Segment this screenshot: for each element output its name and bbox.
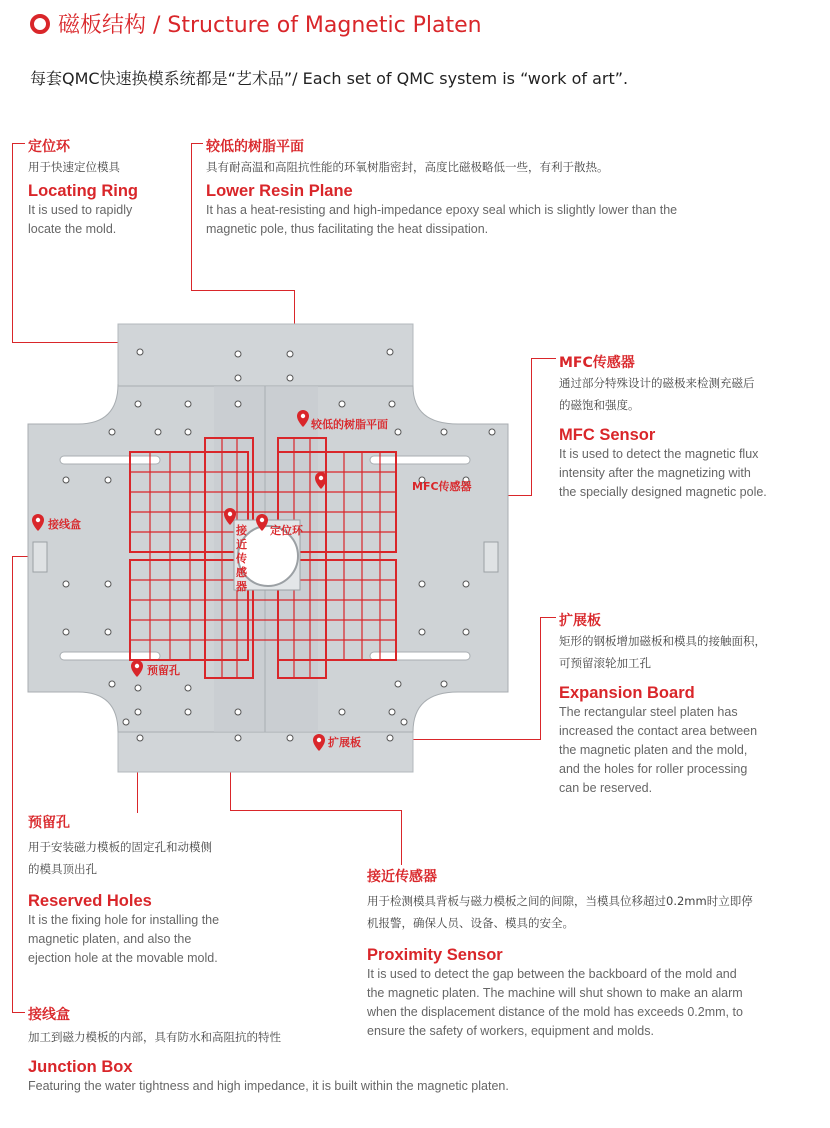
lower-resin-cn-desc: 具有耐高温和高阻抗性能的环氧树脂密封，高度比磁极略低一些，有利于散热。 bbox=[206, 160, 609, 174]
locating-ring-en-desc-1: It is used to rapidly bbox=[28, 203, 133, 217]
mfc-cn-desc-1: 通过部分特殊设计的磁极来检测充磁后 bbox=[559, 376, 755, 390]
pin-label-proximity-char: 接 bbox=[236, 524, 247, 537]
page-title: 磁板结构 / Structure of Magnetic Platen bbox=[58, 13, 482, 38]
pin-label-proximity-char: 传 bbox=[236, 552, 247, 565]
proximity-cn-desc-1: 用于检测模具背板与磁力模板之间的间隙，当模具位移超过0.2mm时立即停 bbox=[367, 894, 753, 908]
pin-label-reserved: 预留孔 bbox=[147, 664, 180, 677]
reserved-en-desc-2: magnetic platen, and also the bbox=[28, 932, 192, 946]
mfc-en-desc-2: intensity after the magnetizing with bbox=[559, 466, 751, 480]
proximity-en-desc-4: ensure the safety of workers, equipment and molds. bbox=[367, 1024, 654, 1038]
reserved-en-title: Reserved Holes bbox=[28, 892, 152, 910]
expansion-en-desc-5: can be reserved. bbox=[559, 781, 653, 795]
pin-label-ring: 定位环 bbox=[270, 524, 303, 537]
locating-ring-en-desc-2: locate the mold. bbox=[28, 222, 117, 236]
expansion-en-desc-3: the magnetic platen and the mold, bbox=[559, 743, 748, 757]
mfc-en-title: MFC Sensor bbox=[559, 426, 656, 444]
pin-label-resin: 较低的树脂平面 bbox=[311, 418, 388, 431]
junction-box-right bbox=[484, 542, 498, 572]
lower-resin-cn-title: 较低的树脂平面 bbox=[206, 139, 304, 155]
pin-label-mfc: MFC传感器 bbox=[412, 480, 472, 493]
proximity-cn-desc-2: 机报警，确保人员、设备、模具的安全。 bbox=[367, 916, 574, 930]
pin-label-proximity-char: 感 bbox=[236, 566, 247, 579]
locating-ring-cn-title: 定位环 bbox=[28, 139, 70, 155]
lower-resin-en-title: Lower Resin Plane bbox=[206, 182, 353, 200]
expansion-cn-title: 扩展板 bbox=[559, 613, 601, 629]
reserved-cn-desc-2: 的模具顶出孔 bbox=[28, 862, 97, 876]
pin-label-proximity-char: 近 bbox=[236, 538, 247, 551]
expansion-cn-desc-2: 可预留滚轮加工孔 bbox=[559, 656, 651, 670]
expansion-en-title: Expansion Board bbox=[559, 684, 695, 702]
junction-box-left bbox=[33, 542, 47, 572]
top-tab bbox=[118, 324, 413, 388]
mfc-cn-title: MFC传感器 bbox=[559, 355, 635, 371]
junction-en-title: Junction Box bbox=[28, 1058, 133, 1076]
reserved-en-desc-1: It is the fixing hole for installing the bbox=[28, 913, 220, 927]
mfc-cn-desc-2: 的磁饱和强度。 bbox=[559, 398, 640, 412]
mfc-en-desc-3: the specially designed magnetic pole. bbox=[559, 485, 767, 499]
slot bbox=[60, 456, 160, 464]
page-subtitle: 每套QMC快速换模系统都是“艺术品”/ Each set of QMC system is “work of art”. bbox=[30, 69, 629, 88]
expansion-en-desc-2: increased the contact area between bbox=[559, 724, 758, 738]
locating-ring-en-title: Locating Ring bbox=[28, 182, 138, 200]
lower-resin-en-desc-1: It has a heat-resisting and high-impedance epoxy seal which is slightly lower than the bbox=[206, 203, 678, 217]
slot bbox=[370, 652, 470, 660]
junction-cn-title: 接线盒 bbox=[28, 1007, 70, 1023]
mfc-en-desc-1: It is used to detect the magnetic flux bbox=[559, 447, 759, 461]
proximity-en-desc-3: when the displacement distance of the mold has exceeds 0.2mm, to bbox=[367, 1005, 743, 1019]
locating-ring-cn-desc: 用于快速定位模具 bbox=[28, 160, 120, 174]
junction-en-desc: Featuring the water tightness and high impedance, it is built within the magnetic platen. bbox=[28, 1079, 509, 1093]
expansion-cn-desc-1: 矩形的钢板增加磁板和模具的接触面积， bbox=[559, 634, 766, 648]
proximity-cn-title: 接近传感器 bbox=[367, 869, 437, 885]
proximity-en-title: Proximity Sensor bbox=[367, 946, 503, 964]
pin-label-junction: 接线盒 bbox=[48, 518, 81, 531]
reserved-cn-title: 预留孔 bbox=[28, 815, 70, 831]
pin-label-expansion: 扩展板 bbox=[328, 736, 361, 749]
proximity-en-desc-1: It is used to detect the gap between the backboard of the mold and bbox=[367, 967, 737, 981]
reserved-cn-desc-1: 用于安装磁力模板的固定孔和动模侧 bbox=[28, 840, 212, 854]
expansion-en-desc-1: The rectangular steel platen has bbox=[559, 705, 738, 719]
slot bbox=[60, 652, 160, 660]
pin-label-proximity bbox=[236, 524, 250, 594]
pin-label-proximity-char: 器 bbox=[236, 580, 247, 593]
proximity-en-desc-2: the magnetic platen. The machine will shut shown to make an alarm bbox=[367, 986, 743, 1000]
junction-cn-desc: 加工到磁力模板的内部，具有防水和高阻抗的特性 bbox=[28, 1030, 281, 1044]
lower-resin-en-desc-2: magnetic pole, thus facilitating the heat dissipation. bbox=[206, 222, 489, 236]
expansion-en-desc-4: and the holes for roller processing bbox=[559, 762, 748, 776]
slot bbox=[370, 456, 470, 464]
reserved-en-desc-3: ejection hole at the movable mold. bbox=[28, 951, 218, 965]
